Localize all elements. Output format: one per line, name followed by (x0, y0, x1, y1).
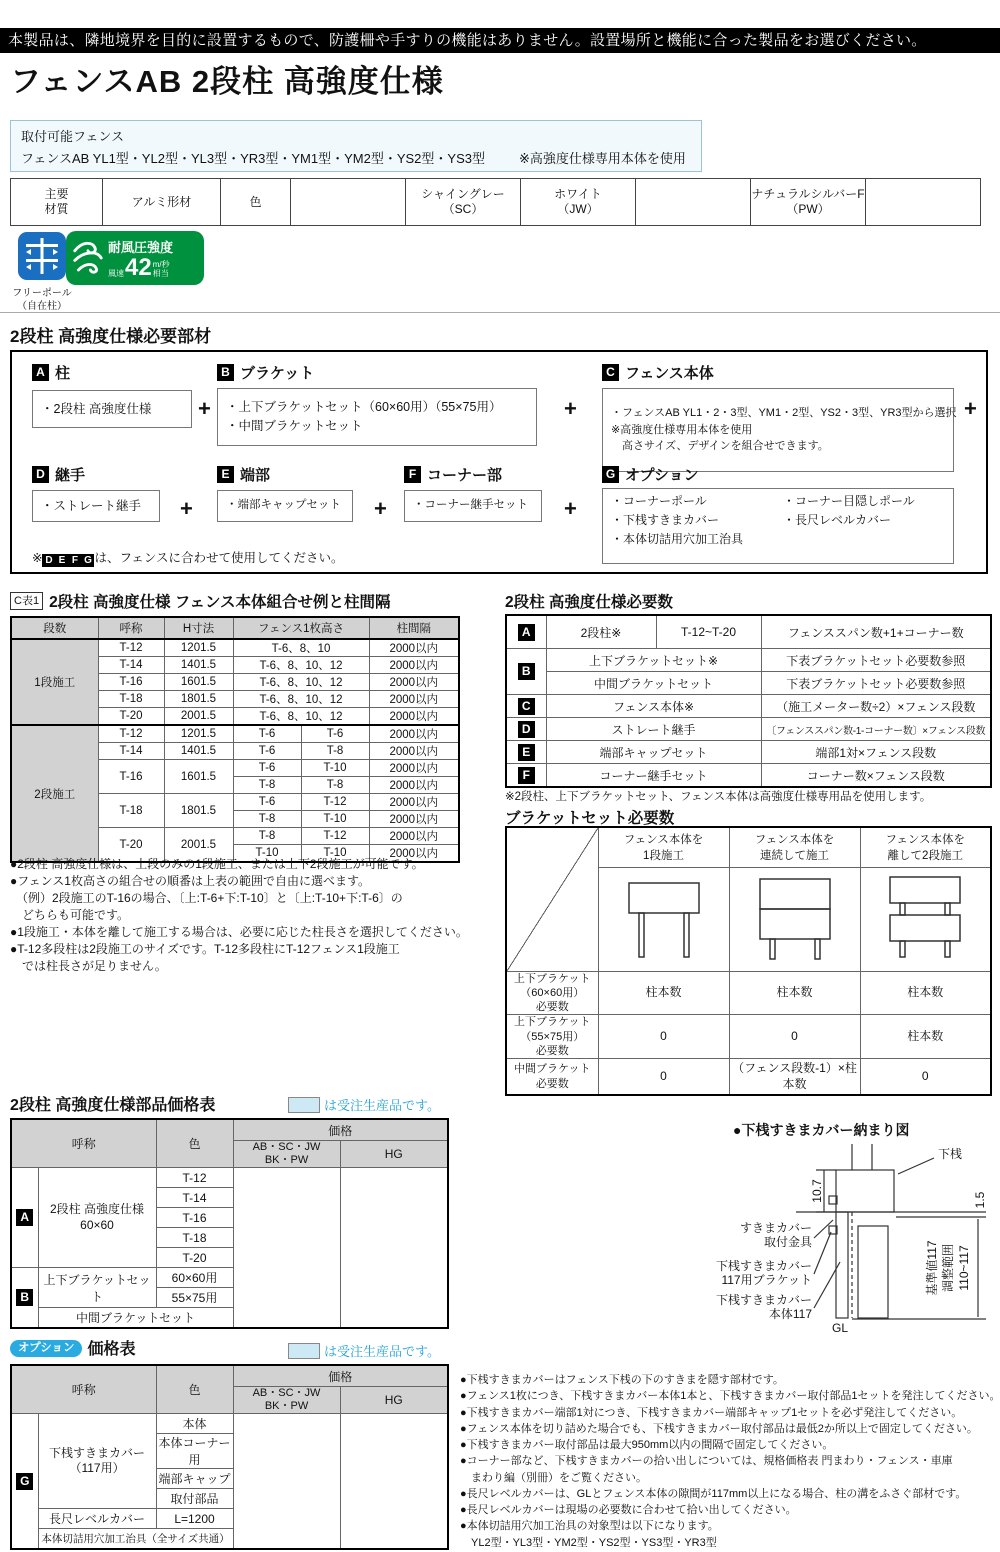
option-badge: オプション (10, 1340, 82, 1357)
legend-swatch (288, 1343, 320, 1359)
cell: 2000以内 (369, 657, 459, 674)
svg-text:1.5: 1.5 (973, 1191, 987, 1209)
compatible-note: ※高強度仕様専用本体を使用 (518, 151, 686, 166)
cell: T-16 (98, 674, 164, 691)
cell: 端部キャップ (156, 1469, 233, 1489)
option-price-heading (10, 1336, 135, 1359)
cell: 2000以内 (369, 743, 459, 760)
bracket-qty-heading: ブラケットセット必要数 (505, 810, 675, 827)
cell: T-6 (233, 794, 301, 811)
col-header: 色 (156, 1119, 233, 1168)
cell: 1601.5 (164, 674, 233, 691)
cell: 柱本数 (860, 971, 991, 1015)
cell: T-6 (233, 743, 301, 760)
col-header: AB・SC・JW BK・PW (233, 1141, 340, 1168)
cell: 0 (729, 1015, 860, 1059)
made-to-order-legend (288, 1341, 440, 1360)
price-cell-empty (233, 1168, 340, 1329)
cell: 下表ブラケットセット必要数参照 (761, 649, 991, 672)
cover-notes: ●下桟すきまカバーはフェンス下桟の下のすきまを隠す部材です。 ●フェンス1枚につき、下桟すきまカバー本体1本と、下桟すきまカバー取付部品1セットを発注してください。 ●下桟すきまカバー端部1対につき、下桟すきまカバー端部キャップ1セットを必ず発注してください。 ●フェンス本体を切り詰めた場合でも、下桟すきまカバー取付部品は最低2か所以上で固定してください。 ●下桟すきまカバー取付部品は最大950mm以内の間隔で固定してください。 ●コーナー部など、下桟すきまカバーの拾い出しについては、規格価格表 門まわり・フェンス・車庫 まわり編（別冊）をご覧ください。 ●長尺レベルカバーは、GLとフェンス本体の隙間が117mm以上になる場合、柱の溝をふさぐ部材です。 ●長尺レベルカバーは現場の必要数に合わせて拾い出してください。 ●本体切詰用穴加工治具の対象型は以下になります。 YL2型・YL3型・YM2型・YS2型・YS3型・YR3型 (460, 1374, 1000, 1549)
wind-unit: m/秒 (152, 259, 170, 269)
svg-text:117用ブラケット: 117用ブラケット (721, 1273, 812, 1287)
col-header: 呼称 (11, 1365, 156, 1414)
cover-detail-title: ●下桟すきまカバー納まり図 (733, 1122, 910, 1138)
cell: 柱本数 (860, 1015, 991, 1059)
freepole-icon (18, 232, 66, 280)
table-tag: C表1 (10, 592, 43, 610)
cell: 0 (860, 1059, 991, 1095)
col-header: フェンス本体を 離して2段施工 (860, 827, 991, 867)
cell: T-6 (233, 725, 301, 743)
price-cell-empty (340, 1414, 448, 1550)
col-header: 価格 (233, 1365, 448, 1387)
cell: コーナー数×フェンス段数 (761, 764, 991, 788)
option-heading-text: 価格表 (87, 1341, 136, 1358)
cell: T-14 (156, 1188, 233, 1208)
combination-notes: ●2段柱 高強度仕様は、上段のみの1段施工、または上下2段施工が可能です。 ●フェンス1枚高さの組合せの順番は上表の範囲で自由に選べます。 （例）2段施工のT-16の場合、〔上:T-6+下:T-10〕と〔上:T-10+下:T-6〕の どちらも可能です。 ●1段施工・本体を離して施工する場合は、必要に応じた柱長さを選択してください。 ●T-12多段柱は2段施工のサイズです。T-12多段柱にT-12フェンス1段施工 では柱長さが足りません。 (10, 857, 468, 974)
cell: T-6、8、10、12 (233, 691, 369, 708)
page-title: フェンスAB 2段柱 高強度仕様 (10, 64, 444, 99)
letter-badge-cell: C (506, 695, 546, 718)
cell: 1801.5 (164, 691, 233, 708)
col-header: 呼称 (98, 617, 164, 639)
material-value: アルミ形材 (102, 178, 221, 226)
cell: 60×60用 (156, 1268, 233, 1288)
compatible-models: フェンスAB YL1型・YL2型・YL3型・YR3型・YM1型・YM2型・YS2型・YS3型 (21, 151, 485, 166)
cell: T-12 (98, 725, 164, 743)
svg-text:調整範囲: 調整範囲 (941, 1243, 955, 1293)
cell: T-6 (233, 760, 301, 777)
cell: 本体コーナー用 (156, 1434, 233, 1469)
plus-sign: + (198, 396, 211, 421)
required-qty-table (505, 614, 992, 788)
cover-detail-drawing (700, 1140, 990, 1335)
part-f-label: F コーナー部 (404, 464, 502, 485)
price-table-heading: 2段柱 高強度仕様部品価格表 (10, 1097, 216, 1114)
cell: T-6、8、10 (233, 639, 369, 657)
cell: 下表ブラケットセット必要数参照 (761, 672, 991, 695)
col-header: 色 (156, 1365, 233, 1414)
cell: T-10 (301, 760, 369, 777)
cell: 0 (598, 1015, 729, 1059)
cell: フェンス本体※ (546, 695, 761, 718)
cell: 2000以内 (369, 794, 459, 811)
fence-diagram-single (598, 867, 729, 971)
color-swatch-pw: ナチュラルシルバーF （PW） (750, 178, 866, 226)
svg-text:すきまカバー: すきまカバー (739, 1221, 812, 1235)
letter-badge-cell: B (506, 649, 546, 695)
cell: T-6、8、10、12 (233, 657, 369, 674)
cell: 2000以内 (369, 777, 459, 794)
part-b-item: ・上下ブラケットセット（60×60用）（55×75用） ・中間ブラケットセット (217, 388, 537, 446)
cell: T-20 (156, 1248, 233, 1268)
cell: 下桟すきまカバー （117用） (38, 1414, 156, 1509)
option-price-table (10, 1364, 449, 1550)
cell: 取付部品 (156, 1489, 233, 1509)
cell: ストレート継手 (546, 718, 761, 741)
cell: T-20 (98, 828, 164, 863)
col-header: 柱間隔 (369, 617, 459, 639)
cell: 2000以内 (369, 845, 459, 863)
letter-badge-cell: G (11, 1414, 38, 1550)
cell: 2000以内 (369, 674, 459, 691)
row-header: 上下ブラケット （55×75用） 必要数 (506, 1015, 598, 1059)
color-swatch-jw: ホワイト （JW） (520, 178, 636, 226)
col-header: HG (340, 1387, 448, 1414)
cell: 柱本数 (729, 971, 860, 1015)
part-c-item: ・フェンスAB YL1・2・3型、YM1・2型、YS2・3型、YR3型から選択 ※高強度仕様専用本体を使用 高さサイズ、デザインを組合せできます。 (602, 388, 954, 472)
legend-text: は受注生産品です。 (324, 1344, 440, 1359)
cell: 上下ブラケットセット (38, 1268, 156, 1308)
cell: 中間ブラケットセット (38, 1308, 233, 1329)
letter-badge-cell: A (11, 1168, 38, 1268)
diagonal-cell (506, 827, 598, 971)
freepole-sublabel: （自在柱） (17, 300, 67, 312)
svg-text:10.7: 10.7 (810, 1179, 824, 1203)
svg-text:110~117: 110~117 (957, 1245, 971, 1291)
cell: T-18 (98, 794, 164, 828)
bracket-qty-table (505, 826, 992, 1096)
letter-badge-cell: B (11, 1268, 38, 1329)
part-e-item: ・端部キャップセット (217, 490, 353, 522)
wind-title: 耐風圧強度 (108, 239, 174, 255)
legend-swatch (288, 1097, 320, 1113)
part-g-label: G オプション (602, 464, 699, 485)
material-color-table (10, 178, 981, 226)
svg-text:基準値117: 基準値117 (925, 1240, 939, 1296)
material-header: 主要 材質 (10, 178, 103, 226)
compatible-label: 取付可能フェンス (21, 129, 124, 144)
cell: 2000以内 (369, 760, 459, 777)
part-a-label: A 柱 (32, 362, 70, 383)
cell: 1201.5 (164, 725, 233, 743)
cell: 柱本数 (598, 971, 729, 1015)
cell: 長尺レベルカバー (38, 1509, 156, 1529)
cell: 中間ブラケットセット (546, 672, 761, 695)
svg-text:下桟すきまカバー: 下桟すきまカバー (715, 1259, 812, 1273)
letter-badge-cell: D (506, 718, 546, 741)
part-d-label: D 継手 (32, 464, 85, 485)
cell: T-14 (98, 657, 164, 674)
cell: 0 (598, 1059, 729, 1095)
cell: T-6、8、10、12 (233, 708, 369, 726)
price-table (10, 1118, 449, 1329)
cell: 2段柱 高強度仕様 60×60 (38, 1168, 156, 1268)
cell: L=1200 (156, 1509, 233, 1529)
cell: 端部キャップセット (546, 741, 761, 764)
plus-sign: + (964, 396, 977, 421)
col-header: フェンス本体を 連続して施工 (729, 827, 860, 867)
fence-diagram-separated (860, 867, 991, 971)
cell: 本体 (156, 1414, 233, 1434)
cell: 2段柱※ (546, 615, 656, 649)
cell: T-12 (301, 828, 369, 845)
color-swatch-ab: オータムブラウン （AB） (290, 178, 406, 226)
color-header: 色 (220, 178, 291, 226)
cell: T-18 (156, 1228, 233, 1248)
cell: T-10 (233, 845, 301, 863)
color-swatch-sc: シャイングレー （SC） (405, 178, 521, 226)
required-qty-heading: 2段柱 高強度仕様必要数 (505, 594, 673, 611)
svg-text:本体117: 本体117 (768, 1307, 812, 1321)
compatible-fence-box (10, 120, 702, 172)
cell: 1401.5 (164, 657, 233, 674)
plus-sign: + (564, 496, 577, 521)
col-header: 呼称 (11, 1119, 156, 1168)
fence-diagram-continuous (729, 867, 860, 971)
cell: 端部1対×フェンス段数 (761, 741, 991, 764)
wind-icon (72, 240, 104, 276)
cell: 〔フェンススパン数-1-コーナー数〕×フェンス段数 (761, 718, 991, 741)
cell: T-8 (233, 777, 301, 794)
plus-sign: + (564, 396, 577, 421)
section-divider (0, 312, 1000, 313)
cell: T-8 (233, 828, 301, 845)
svg-text:下桟すきまカバー: 下桟すきまカバー (715, 1293, 812, 1307)
cell: 2000以内 (369, 811, 459, 828)
section-cell: 2段施工 (11, 725, 98, 862)
wind-resistance-badge (66, 231, 204, 285)
col-header: HG (340, 1141, 448, 1168)
row-header: 上下ブラケット （60×60用） 必要数 (506, 971, 598, 1015)
cell: 55×75用 (156, 1288, 233, 1308)
color-swatch-bk: ブラック （BK） (635, 178, 751, 226)
cell: T-6 (301, 725, 369, 743)
col-header: フェンス1枚高さ (233, 617, 369, 639)
cell: T-12 (98, 639, 164, 657)
color-swatch-hg: ダスクグレー （HG） (865, 178, 981, 226)
cell: T-20 (98, 708, 164, 726)
parts-usage-note: ※ D E F G は、フェンスに合わせて使用してください。 (32, 551, 344, 566)
svg-text:GL: GL (831, 1321, 848, 1335)
cell: 2001.5 (164, 828, 233, 863)
cell: 本体切詰用穴加工治具（全サイズ共通） (38, 1529, 233, 1550)
cell: 2000以内 (369, 708, 459, 726)
plus-sign: + (374, 496, 387, 521)
cell: フェンススパン数+1+コーナー数 (761, 615, 991, 649)
cell: T-6、8、10、12 (233, 674, 369, 691)
cell: 2000以内 (369, 725, 459, 743)
part-d-item: ・ストレート継手 (32, 490, 160, 522)
freepole-label: フリーポール (12, 288, 72, 299)
wind-suffix: 相当 (152, 268, 169, 278)
price-cell-empty (233, 1414, 340, 1550)
cell: T-16 (156, 1208, 233, 1228)
cell: 1401.5 (164, 743, 233, 760)
legend-text: は受注生産品です。 (324, 1098, 440, 1113)
cell: T-16 (98, 760, 164, 794)
part-c-label: C フェンス本体 (602, 362, 714, 383)
cell: コーナー継手セット (546, 764, 761, 788)
cell: T-8 (301, 777, 369, 794)
section-cell: 1段施工 (11, 639, 98, 725)
cell: （施工メーター数÷2）×フェンス段数 (761, 695, 991, 718)
cell: 上下ブラケットセット※ (546, 649, 761, 672)
col-header: AB・SC・JW BK・PW (233, 1387, 340, 1414)
cell: T-10 (301, 845, 369, 863)
freepole-badge (10, 232, 74, 313)
row-header: 中間ブラケット 必要数 (506, 1059, 598, 1095)
cell: 1601.5 (164, 760, 233, 794)
part-a-item: ・2段柱 高強度仕様 (32, 390, 192, 428)
letter-badge-cell: F (506, 764, 546, 788)
notice-bar: 本製品は、隣地境界を目的に設置するもので、防護柵や手すりの機能はありません。設置場所と機能に合った製品をお選びください。 (0, 28, 1000, 53)
combination-table (10, 616, 460, 863)
cell: T-12 (156, 1168, 233, 1188)
cell: T-10 (301, 811, 369, 828)
cell: T-8 (233, 811, 301, 828)
price-cell-empty (340, 1168, 448, 1329)
cell: T-12~T-20 (656, 615, 761, 649)
col-header: フェンス本体を 1段施工 (598, 827, 729, 867)
plus-sign: + (180, 496, 193, 521)
part-e-label: E 端部 (217, 464, 270, 485)
letter-badge-cell: A (506, 615, 546, 649)
cell: （フェンス段数-1）×柱本数 (729, 1059, 860, 1095)
parts-diagram-box (10, 350, 988, 574)
combination-table-title: 2段柱 高強度仕様 フェンス本体組合せ例と柱間隔 (49, 594, 391, 611)
wind-prefix: 風速 (108, 268, 124, 278)
svg-text:下桟: 下桟 (938, 1147, 963, 1161)
col-header: 価格 (233, 1119, 448, 1141)
cell: T-8 (301, 743, 369, 760)
col-header: H寸法 (164, 617, 233, 639)
cell: 2000以内 (369, 691, 459, 708)
cell: 2000以内 (369, 828, 459, 845)
cell: T-18 (98, 691, 164, 708)
required-qty-note: ※2段柱、上下ブラケットセット、フェンス本体は高強度仕様専用品を使用します。 (505, 791, 932, 803)
cell: 2001.5 (164, 708, 233, 726)
wind-value: 42 (125, 253, 152, 281)
letter-badge-cell: E (506, 741, 546, 764)
part-f-item: ・コーナー継手セット (404, 490, 542, 522)
cell: 2000以内 (369, 639, 459, 657)
made-to-order-legend (288, 1095, 440, 1114)
part-g-item: ・コーナーポール ・下桟すきまカバー ・本体切詰用穴加工治具 ・コーナー目隠しポール ・長尺レベルカバー (602, 488, 954, 564)
parts-section-heading: 2段柱 高強度仕様必要部材 (10, 327, 212, 346)
cell: 1201.5 (164, 639, 233, 657)
svg-text:取付金具: 取付金具 (763, 1235, 812, 1249)
cell: T-12 (301, 794, 369, 811)
part-b-label: B ブラケット (217, 362, 314, 383)
combination-table-heading (10, 590, 391, 612)
col-header: 段数 (11, 617, 98, 639)
cell: T-14 (98, 743, 164, 760)
cell: 1801.5 (164, 794, 233, 828)
